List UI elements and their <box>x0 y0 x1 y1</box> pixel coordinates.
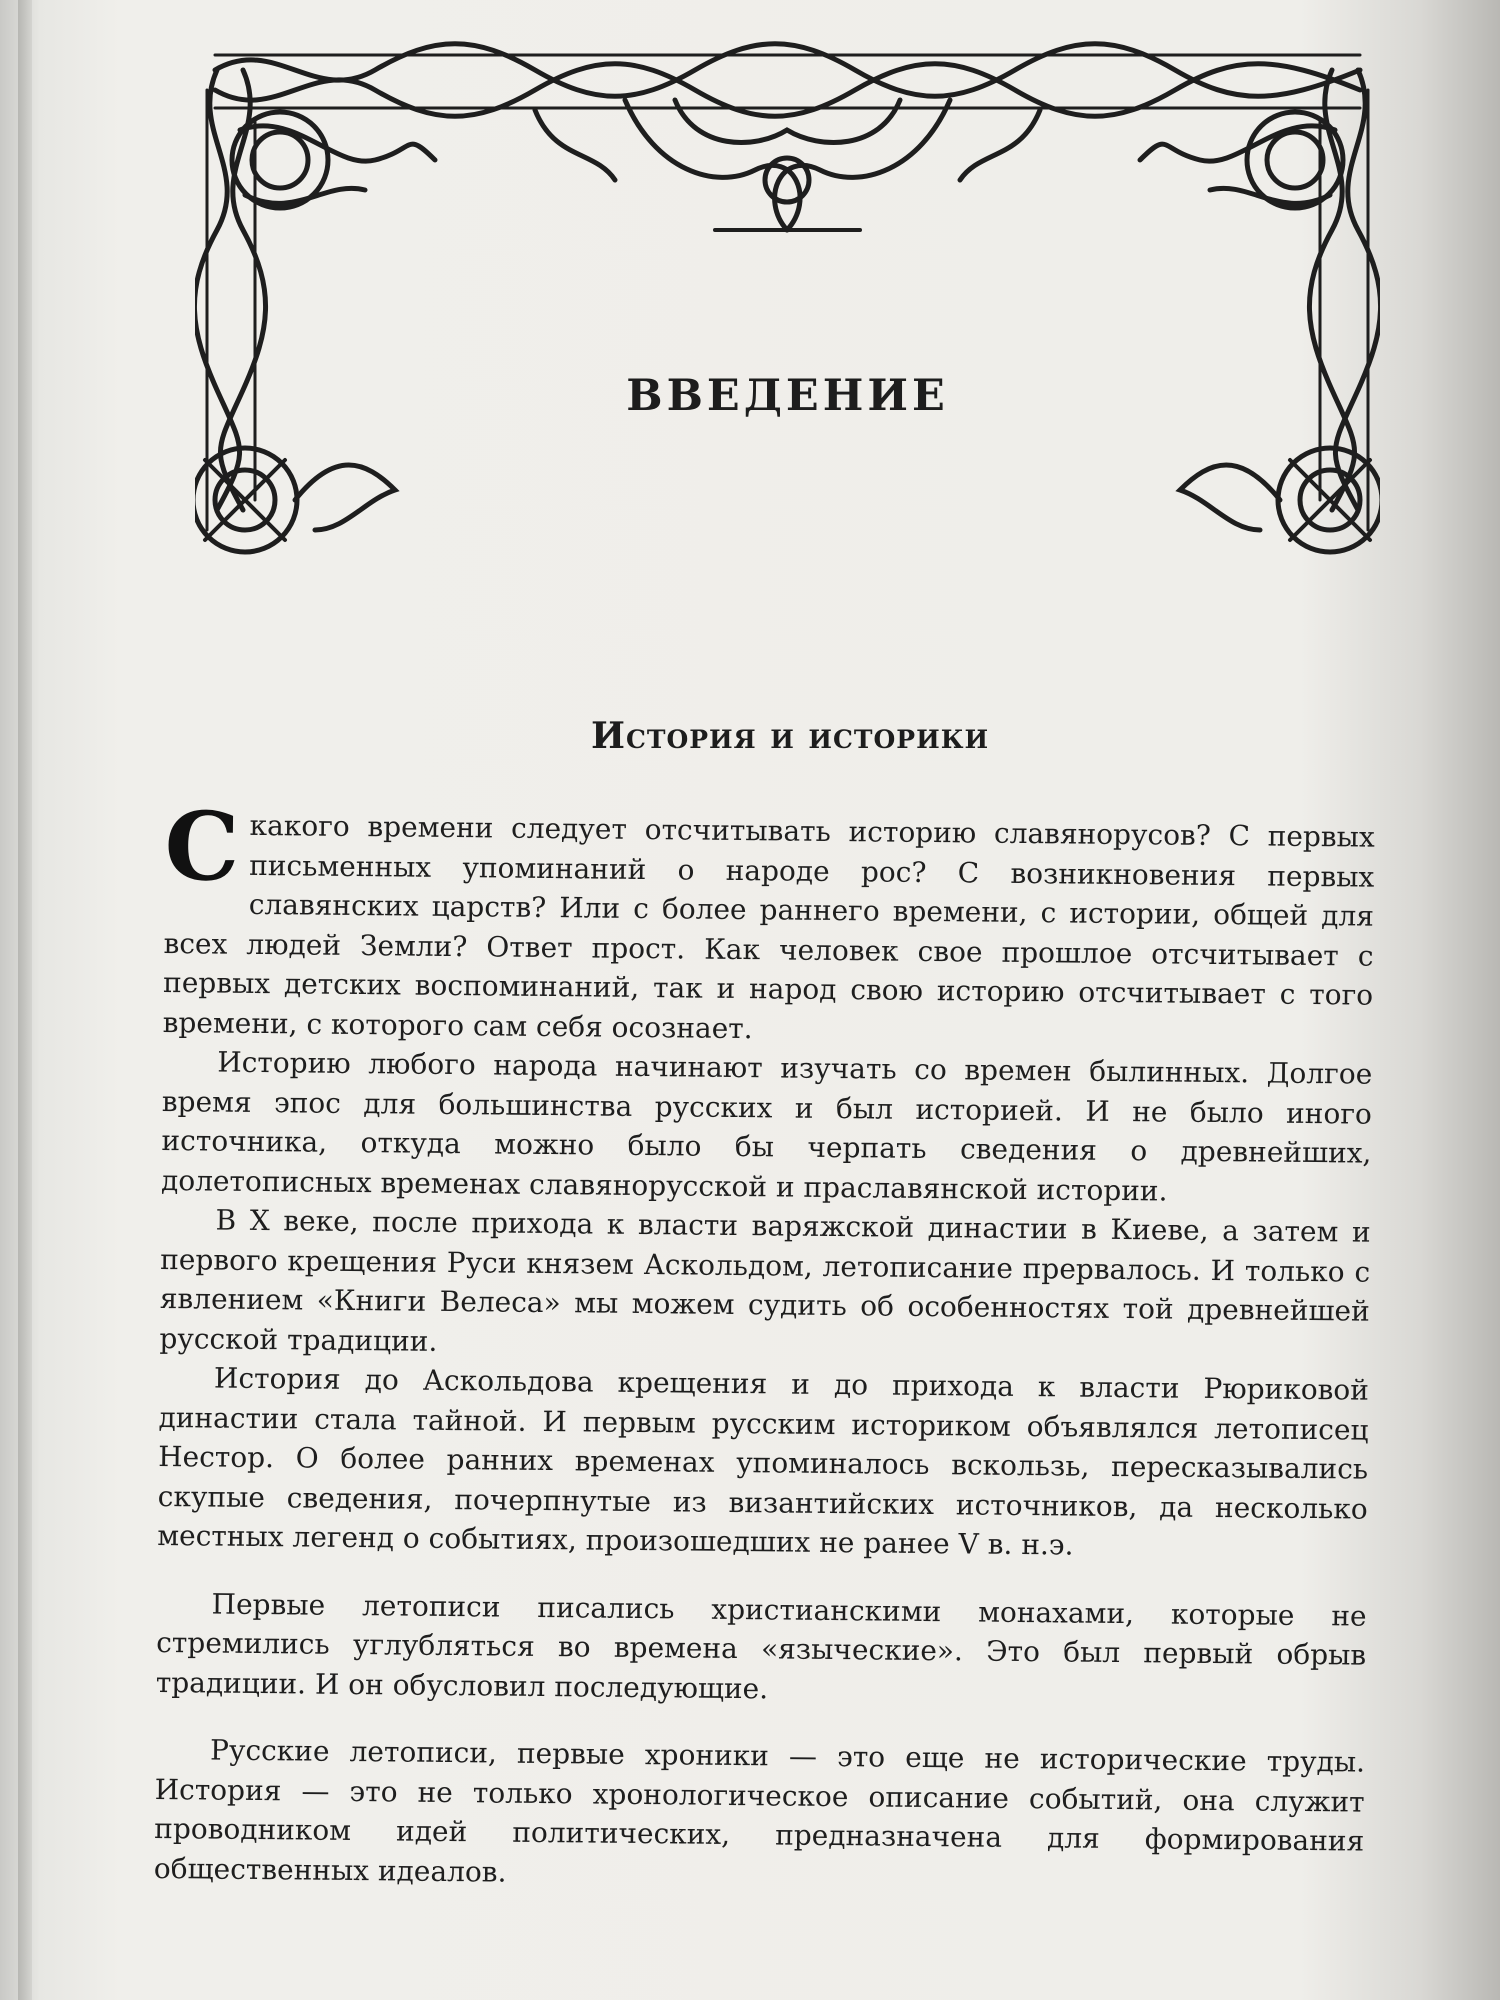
paragraph-6: Русские летописи, первые хроники — это еще не исторические труды. История — это не только хронологическое описание событий, она служит проводником идей политических, предназначена для формирования общественных идеалов. <box>153 1733 1366 1889</box>
paragraph-3: В X веке, после прихода к власти варяжской династии в Киеве, а затем и первого крещения Руси князем Аскольдом, летописание прервалось. И только с явлением «Книги Велеса» мы можем судить об особенностях той древнейшей русской традиции. <box>159 1203 1371 1358</box>
section-heading: История и историки <box>590 715 990 757</box>
paragraph-1-text: какого времени следует отсчитывать историю славянорусов? С первых письменных упоминаний о народе рос? С возникновения первых славянских царств? Или с более раннего времени, с истории, общей для всех людей Земли? Ответ прост. Как человек свое прошлое отсчитывает с первых детских воспоминаний, так и народ свою историю отсчитывает с того времени, с которого сам себя осознает. <box>162 808 1375 1045</box>
page-title: введение <box>626 352 949 425</box>
paragraph-1 <box>162 792 1375 1055</box>
paragraph-4: История до Аскольдова крещения и до прихода к власти Рюриковой династии стала тайной. И первым русским историком объявлялся летописец Нестор. О более ранних временах упоминалось вскользь, пересказывались скупые сведения, почерпнутые из византийских источников, да несколько местных легенд о событиях, произошедших не ранее V в. н.э. <box>157 1361 1370 1562</box>
body-text <box>153 792 1375 1901</box>
ornamental-frame <box>195 30 1380 575</box>
drop-cap: С <box>163 792 240 903</box>
paragraph-2: Историю любого народа начинают изучать со времен былинных. Долгое время эпос для большинства русских и был историей. И не было иного источника, откуда можно было бы черпать сведения о древнейших, долетописных временах славянорусской и праславянской истории. <box>160 1045 1373 1208</box>
paragraph-5: Первые летописи писались христианскими монахами, которые не стремились углубляться во времена «языческие». Это был первый обрыв традиции. И он обусловил последующие. <box>155 1587 1367 1705</box>
book-gutter <box>18 0 32 2000</box>
